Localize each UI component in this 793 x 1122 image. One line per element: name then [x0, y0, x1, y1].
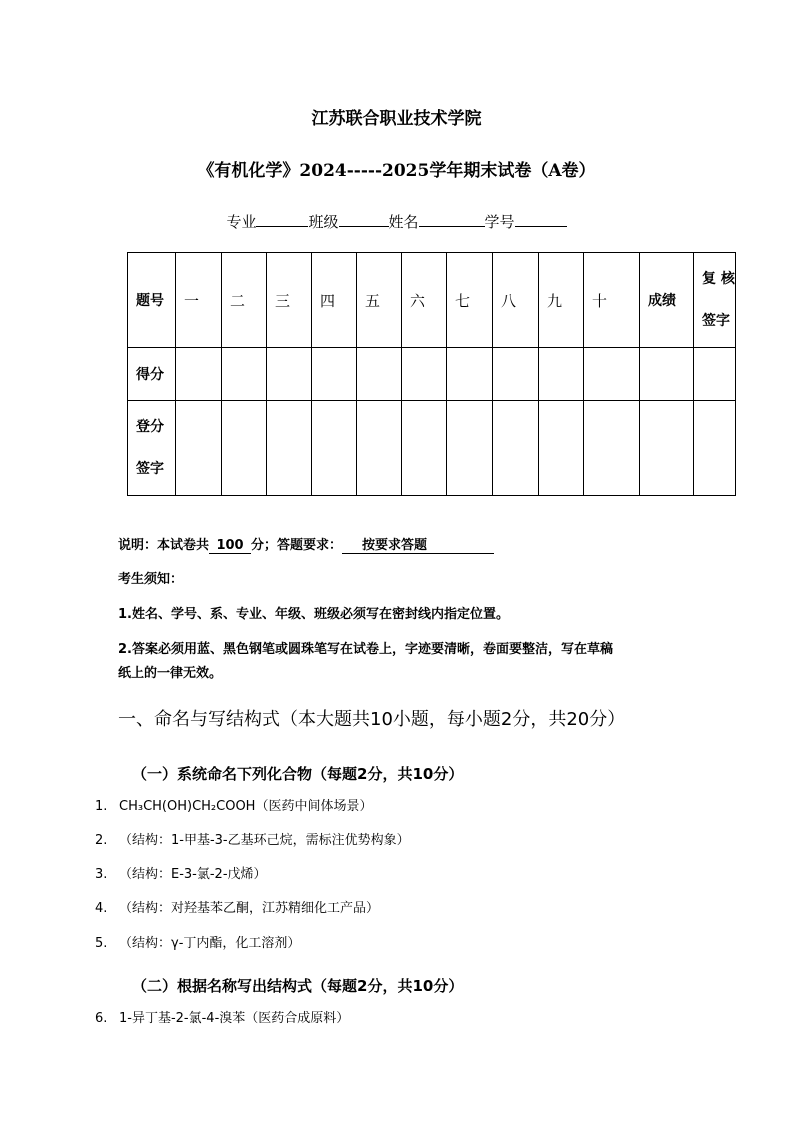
- question-4: [95, 897, 379, 916]
- question-number: 4.: [95, 901, 108, 916]
- question-3-text: （结构：E-3-氯-2-戊烯）: [119, 867, 267, 882]
- score-cell[interactable]: [176, 348, 222, 401]
- question-5: [95, 932, 300, 951]
- review-score-cell[interactable]: [694, 348, 736, 401]
- major-label: 专业: [226, 213, 257, 231]
- part-1-title: （一）系统命名下列化合物（每题2分，共10分）: [132, 765, 464, 783]
- score-row-label: 得分: [128, 348, 176, 401]
- sign-cell[interactable]: [539, 401, 584, 496]
- sign-row-label: [128, 401, 176, 496]
- question-2-text: （结构：1-甲基-3-乙基环己烷，需标注优势构象）: [119, 833, 410, 848]
- review-sign-text: 签字: [702, 313, 730, 329]
- score-cell[interactable]: [447, 348, 493, 401]
- col-8: 八: [493, 253, 539, 348]
- sign-cell[interactable]: [267, 401, 312, 496]
- question-number: 3.: [95, 867, 108, 882]
- sign-cell[interactable]: [640, 401, 694, 496]
- question-number: 1.: [95, 799, 108, 814]
- notice-rule-2-line-2: 纸上的一律无效。: [118, 666, 223, 681]
- sign-cell[interactable]: [222, 401, 267, 496]
- school-name: 江苏联合职业技术学院: [311, 109, 482, 129]
- score-cell[interactable]: [402, 348, 447, 401]
- col-5: 五: [357, 253, 402, 348]
- notice-rule-1: 1.姓名、学号、系、专业、年级、班级必须写在密封线内指定位置。: [118, 607, 509, 622]
- col-2: 二: [222, 253, 267, 348]
- sign-cell[interactable]: [584, 401, 640, 496]
- name-label: 姓名: [388, 213, 419, 231]
- col-9: 九: [539, 253, 584, 348]
- score-cell[interactable]: [584, 348, 640, 401]
- question-4-text: （结构：对羟基苯乙酮，江苏精细化工产品）: [119, 901, 380, 916]
- exam-description: [118, 534, 494, 554]
- question-number: 6.: [95, 1011, 108, 1026]
- col-3: 三: [267, 253, 312, 348]
- part-2-title: （二）根据名称写出结构式（每题2分，共10分）: [132, 977, 464, 995]
- score-cell[interactable]: [493, 348, 539, 401]
- col-10: 十: [584, 253, 640, 348]
- review-label: 复 核: [702, 271, 735, 287]
- notice-rule-2-line-1: 2.答案必须用蓝、黑色钢笔或圆珠笔写在试卷上，字迹要清晰，卷面要整洁，写在草稿: [118, 642, 613, 657]
- col-6: 六: [402, 253, 447, 348]
- score-cell[interactable]: [312, 348, 357, 401]
- sign-cell[interactable]: [176, 401, 222, 496]
- table-header-row: [128, 253, 736, 348]
- sign-cell[interactable]: [447, 401, 493, 496]
- name-blank[interactable]: [419, 212, 485, 227]
- sign-label-1: 登分: [136, 419, 164, 435]
- score-cell[interactable]: [267, 348, 312, 401]
- sign-cell[interactable]: [312, 401, 357, 496]
- question-1-note: （医药中间体场景）: [255, 799, 373, 814]
- score-cell[interactable]: [222, 348, 267, 401]
- sign-row: [128, 401, 736, 496]
- student-info-line: [0, 211, 793, 232]
- score-row: [128, 348, 736, 401]
- sign-cell[interactable]: [694, 401, 736, 496]
- class-label: 班级: [308, 213, 339, 231]
- col-1: 一: [176, 253, 222, 348]
- question-5-text: （结构：γ-丁内酯，化工溶剂）: [119, 936, 301, 951]
- score-table: [127, 252, 736, 496]
- requirement-value: 按要求答题: [342, 534, 494, 554]
- sign-label-2: 签字: [136, 461, 164, 477]
- total-label: 成绩: [640, 253, 694, 348]
- score-cell[interactable]: [357, 348, 402, 401]
- review-sign-label: [694, 253, 736, 348]
- score-cell[interactable]: [539, 348, 584, 401]
- question-number-label: 题号: [128, 253, 176, 348]
- question-6: [95, 1007, 349, 1026]
- question-number: 5.: [95, 936, 108, 951]
- exam-title: 《有机化学》2024-----2025学年期末试卷（A卷）: [197, 161, 596, 181]
- question-3: [95, 863, 267, 882]
- id-label: 学号: [484, 213, 515, 231]
- question-2: [95, 829, 410, 848]
- question-number: 2.: [95, 833, 108, 848]
- major-blank[interactable]: [256, 212, 308, 227]
- id-blank[interactable]: [515, 212, 567, 227]
- class-blank[interactable]: [339, 212, 389, 227]
- desc-prefix: 说明：本试卷共: [118, 538, 210, 553]
- col-4: 四: [312, 253, 357, 348]
- desc-mid: 分；答题要求：: [251, 538, 343, 553]
- section-1-title: 一、命名与写结构式（本大题共10小题，每小题2分，共20分）: [118, 709, 626, 730]
- col-7: 七: [447, 253, 493, 348]
- sign-cell[interactable]: [493, 401, 539, 496]
- question-1: [95, 795, 372, 814]
- total-score-value: 100: [209, 538, 251, 554]
- total-score-cell[interactable]: [640, 348, 694, 401]
- question-6-text: 1-异丁基-2-氯-4-溴苯（医药合成原料）: [119, 1011, 350, 1026]
- sign-cell[interactable]: [357, 401, 402, 496]
- question-1-formula: CH₃CH(OH)CH₂COOH: [119, 799, 256, 814]
- sign-cell[interactable]: [402, 401, 447, 496]
- notice-title: 考生须知：: [118, 572, 184, 587]
